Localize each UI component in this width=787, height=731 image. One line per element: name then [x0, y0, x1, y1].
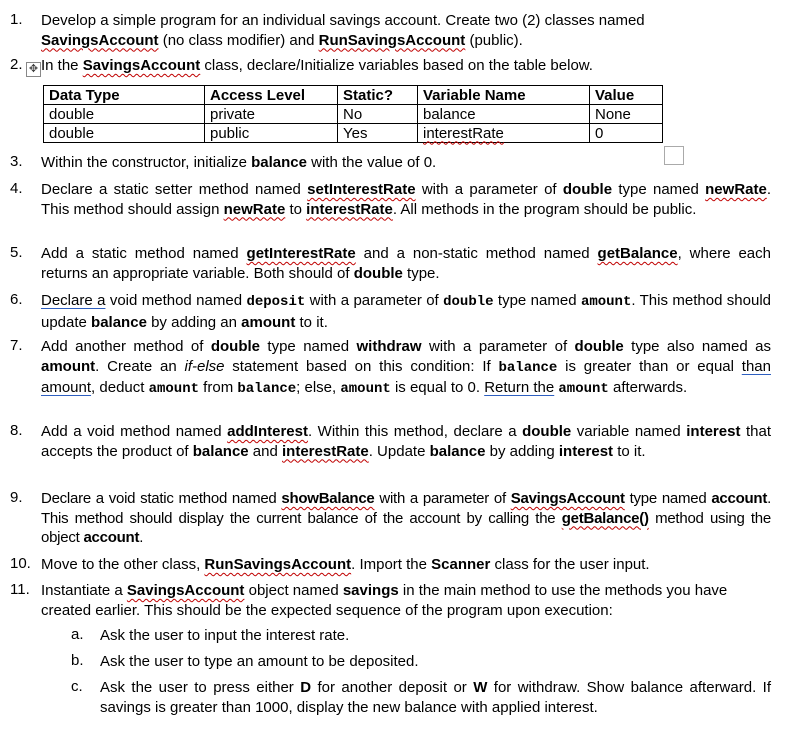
item-number: 10. — [10, 555, 31, 572]
table-row — [44, 124, 663, 143]
item-number: c. — [71, 678, 83, 695]
table-move-handle-icon[interactable]: ✥ — [26, 62, 41, 77]
item-number: 11. — [10, 581, 30, 598]
item-text: Declare a void static method named showBalance with a parameter of SavingsAccount type named account. This method should display the current balance of the account by calling the getBalance() method using the object account. — [41, 490, 772, 546]
table-cell: double — [44, 124, 205, 143]
item-number: 7. — [10, 337, 23, 354]
table-cell: Yes — [338, 124, 418, 143]
item-text: Declare a static setter method named setInterestRate with a parameter of double type named newRate. This method should assign newRate to interestRate. All methods in the program should be public. — [41, 181, 771, 218]
item-number: 3. — [10, 153, 23, 170]
table-cell: public — [205, 124, 338, 143]
item-number: 8. — [10, 422, 23, 439]
table-header: Static? — [338, 86, 418, 105]
item-number: 5. — [10, 244, 23, 261]
item-text: Develop a simple program for an individual savings account. Create two (2) classes named SavingsAccount (no class modifier) and RunSavingsAccount (public). — [41, 12, 645, 49]
item-number: 1. — [10, 11, 23, 28]
item-text: Add another method of double type named withdraw with a parameter of double type also named as amount. Create an if-else statement based on this condition: If balance is greater than or equal than amount, deduct amount from balance; else, amount is equal to 0. Return the amount afterwards. — [41, 338, 772, 397]
item-number: b. — [71, 652, 84, 669]
item-number: 6. — [10, 291, 23, 308]
table-row — [44, 105, 663, 124]
item-number: 2. — [10, 56, 23, 73]
variables-table — [43, 85, 663, 143]
table-header: Value — [590, 86, 663, 105]
item-text: Ask the user to type an amount to be deposited. — [100, 653, 419, 670]
item-text: Add a static method named getInterestRate and a non-static method named getBalance, where each returns an appropriate variable. Both should of double type. — [41, 245, 771, 282]
table-header-row — [44, 86, 663, 105]
table-cell: private — [205, 105, 338, 124]
item-text: Move to the other class, RunSavingsAccount. Import the Scanner class for the user input. — [41, 556, 650, 573]
table-cell: balance — [418, 105, 590, 124]
item-number: 9. — [10, 489, 23, 506]
table-cell: No — [338, 105, 418, 124]
item-text: In the SavingsAccount class, declare/Initialize variables based on the table below. — [41, 57, 593, 74]
item-text: Add a void method named addInterest. Within this method, declare a double variable named interest that accepts the product of balance and interestRate. Update balance by adding interest to it. — [41, 423, 771, 460]
table-cell: None — [590, 105, 663, 124]
item-number: 4. — [10, 180, 23, 197]
item-text: Ask the user to press either D for another deposit or W for withdraw. Show balance afterward. If savings is greater than 1000, display the new balance with applied interest. — [100, 679, 771, 716]
table-header: Access Level — [205, 86, 338, 105]
table-header: Data Type — [44, 86, 205, 105]
item-text: Ask the user to input the interest rate. — [100, 627, 350, 644]
table-cell: double — [44, 105, 205, 124]
item-number: a. — [71, 626, 84, 643]
table-header: Variable Name — [418, 86, 590, 105]
item-text: Within the constructor, initialize balance with the value of 0. — [41, 154, 437, 171]
item-text: Declare a void method named deposit with a parameter of double type named amount. This method should update balance by adding an amount to it. — [41, 292, 772, 331]
table-cell: interestRate — [418, 124, 590, 143]
table-cell: 0 — [590, 124, 663, 143]
item-text: Instantiate a SavingsAccount object named savings in the main method to use the methods you have created earlier. This should be the expected sequence of the program upon execution: — [41, 582, 728, 619]
